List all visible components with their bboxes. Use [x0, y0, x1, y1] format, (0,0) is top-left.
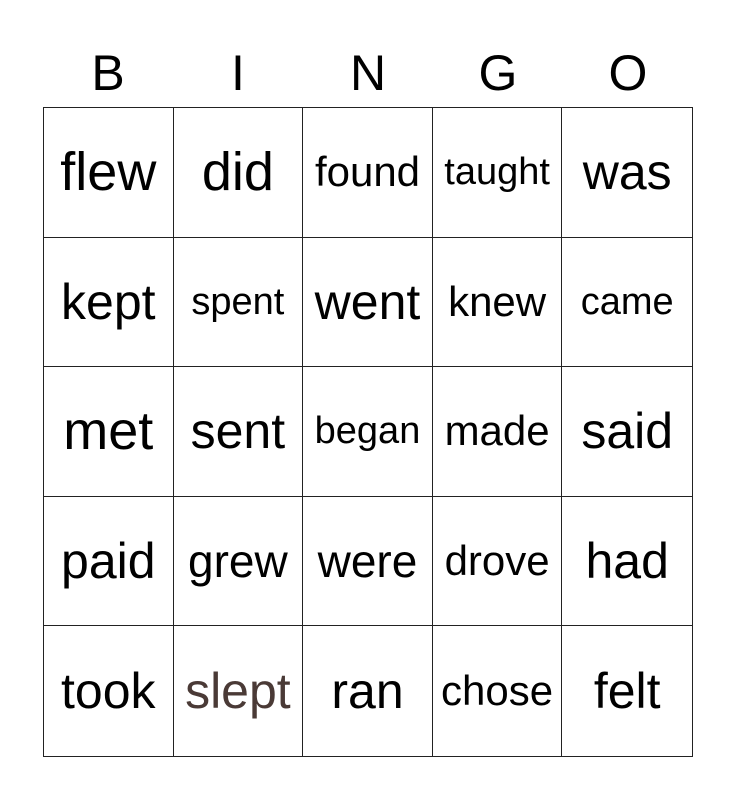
- bingo-cell-r1-c2[interactable]: did: [174, 108, 304, 238]
- bingo-cell-r4-c2[interactable]: grew: [174, 497, 304, 627]
- bingo-cell-r3-c5[interactable]: said: [562, 367, 692, 497]
- bingo-cell-r5-c5[interactable]: felt: [593, 663, 661, 720]
- bingo-cell-r4-c1[interactable]: paid: [44, 497, 174, 627]
- bingo-cell-r2-c3[interactable]: went: [303, 238, 433, 368]
- bingo-cell-r1-c3[interactable]: found: [303, 108, 433, 238]
- bingo-cell-r5-c1[interactable]: took: [44, 626, 174, 756]
- bingo-cell-r1-c4[interactable]: taught: [433, 108, 563, 238]
- bingo-board: [43, 107, 693, 757]
- header-letter-b: B: [91, 45, 125, 101]
- bingo-cell-r3-c4[interactable]: made: [433, 367, 563, 497]
- bingo-cell-r1-c1[interactable]: flew: [44, 108, 174, 238]
- bingo-cell-r1-c5[interactable]: was: [562, 108, 692, 238]
- bingo-cell-r2-c2[interactable]: spent: [174, 238, 304, 368]
- bingo-cell-r2-c1[interactable]: kept: [44, 238, 174, 368]
- header-letter-n: N: [349, 45, 387, 101]
- bingo-cell-r5-c3[interactable]: ran: [303, 626, 433, 756]
- bingo-cell-r5-c4[interactable]: chose: [433, 626, 563, 756]
- bingo-cell-r4-c4[interactable]: drove: [433, 497, 563, 627]
- bingo-header: [43, 38, 693, 108]
- bingo-cell-r3-c1[interactable]: met: [44, 367, 174, 497]
- bingo-cell-r2-c5[interactable]: came: [562, 238, 692, 368]
- bingo-cell-r3-c2[interactable]: sent: [174, 367, 304, 497]
- header-letter-o: O: [608, 45, 648, 101]
- header-letter-g: G: [478, 45, 518, 101]
- bingo-cell-r3-c3[interactable]: began: [303, 367, 433, 497]
- bingo-cell-r4-c5[interactable]: had: [562, 497, 692, 627]
- bingo-cell-r2-c4[interactable]: knew: [433, 238, 563, 368]
- header-letter-i: I: [231, 45, 245, 101]
- bingo-cell-r5-c2[interactable]: slept: [174, 626, 304, 756]
- bingo-cell-r4-c3[interactable]: were: [303, 497, 433, 627]
